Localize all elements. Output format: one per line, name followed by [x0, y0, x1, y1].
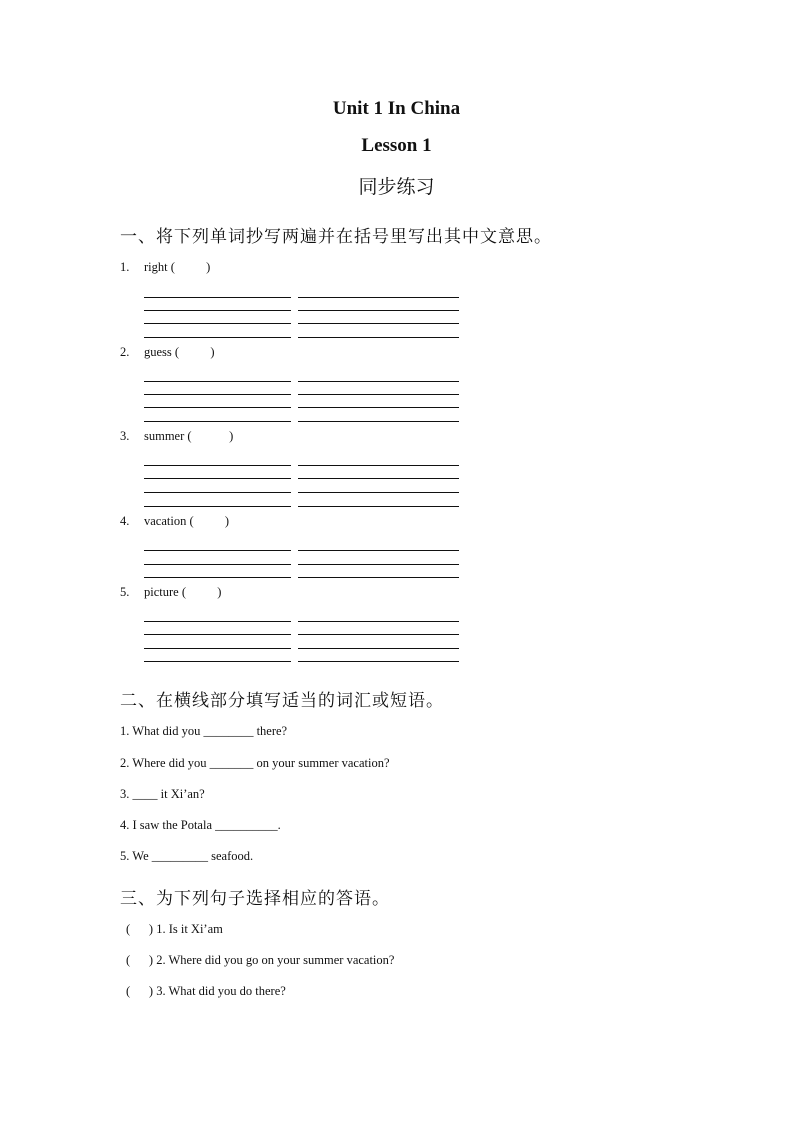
writing-line[interactable] — [298, 407, 459, 408]
writing-line[interactable] — [298, 465, 459, 466]
subtitle: 同步练习 — [358, 176, 435, 198]
writing-line[interactable] — [298, 394, 459, 395]
word: vacation — [144, 514, 187, 528]
writing-line[interactable] — [298, 634, 459, 635]
section1-heading: 一、将下列单词抄写两遍并在括号里写出其中文意思。 — [120, 227, 552, 247]
meaning-blank[interactable]: ( ) — [174, 345, 215, 359]
writing-line[interactable] — [144, 634, 291, 635]
writing-line[interactable] — [298, 297, 459, 298]
writing-line[interactable] — [298, 323, 459, 324]
writing-line[interactable] — [298, 506, 459, 507]
item-number: 3. — [120, 429, 130, 443]
meaning-blank[interactable]: ( ) — [170, 260, 211, 274]
section3-heading: 三、为下列句子选择相应的答语。 — [120, 889, 390, 909]
item-number: 4. — [120, 514, 130, 528]
word: guess — [144, 345, 172, 359]
sentence: 1. What did you ________ there? — [120, 724, 288, 738]
word-item — [120, 260, 210, 275]
sentence: 5. We _________ seafood. — [120, 849, 254, 863]
item-number: 2. — [120, 345, 130, 359]
sentence: 2. Where did you _______ on your summer vacation? — [120, 756, 390, 770]
writing-line[interactable] — [298, 337, 459, 338]
writing-line[interactable] — [298, 550, 459, 551]
writing-line[interactable] — [298, 648, 459, 649]
writing-line[interactable] — [298, 381, 459, 382]
writing-line[interactable] — [144, 478, 291, 479]
meaning-blank[interactable]: ( ) — [187, 429, 234, 443]
writing-line[interactable] — [144, 310, 291, 311]
writing-line[interactable] — [298, 564, 459, 565]
writing-line[interactable] — [144, 621, 291, 622]
writing-line[interactable] — [298, 310, 459, 311]
word-item — [120, 429, 233, 444]
question: ( ) 2. Where did you go on your summer vacation? — [126, 953, 395, 967]
word: summer — [144, 429, 185, 443]
writing-line[interactable] — [144, 550, 291, 551]
writing-line[interactable] — [144, 323, 291, 324]
writing-line[interactable] — [144, 337, 291, 338]
section2-heading: 二、在横线部分填写适当的词汇或短语。 — [120, 691, 444, 711]
page-title: Unit 1 In China — [332, 98, 461, 119]
writing-line[interactable] — [144, 297, 291, 298]
question: ( ) 3. What did you do there? — [126, 984, 286, 998]
word: right — [144, 260, 168, 274]
word: picture — [144, 585, 179, 599]
writing-line[interactable] — [298, 478, 459, 479]
writing-line[interactable] — [144, 394, 291, 395]
writing-line[interactable] — [298, 492, 459, 493]
writing-line[interactable] — [144, 577, 291, 578]
writing-line[interactable] — [144, 492, 291, 493]
writing-line[interactable] — [144, 506, 291, 507]
writing-line[interactable] — [144, 661, 291, 662]
writing-line[interactable] — [144, 564, 291, 565]
sentence: 3. ____ it Xi’an? — [120, 787, 205, 801]
word-item — [120, 345, 214, 360]
writing-line[interactable] — [144, 465, 291, 466]
sentence: 4. I saw the Potala __________. — [120, 818, 281, 832]
writing-line[interactable] — [298, 421, 459, 422]
writing-line[interactable] — [298, 661, 459, 662]
item-number: 1. — [120, 260, 130, 274]
meaning-blank[interactable]: ( ) — [181, 585, 222, 599]
meaning-blank[interactable]: ( ) — [189, 514, 230, 528]
writing-line[interactable] — [144, 421, 291, 422]
writing-line[interactable] — [144, 407, 291, 408]
word-item — [120, 514, 229, 529]
writing-line[interactable] — [144, 648, 291, 649]
lesson-title: Lesson 1 — [361, 135, 432, 156]
word-item — [120, 585, 221, 600]
writing-line[interactable] — [298, 621, 459, 622]
question: ( ) 1. Is it Xi’am — [126, 922, 223, 936]
writing-line[interactable] — [298, 577, 459, 578]
writing-line[interactable] — [144, 381, 291, 382]
item-number: 5. — [120, 585, 130, 599]
